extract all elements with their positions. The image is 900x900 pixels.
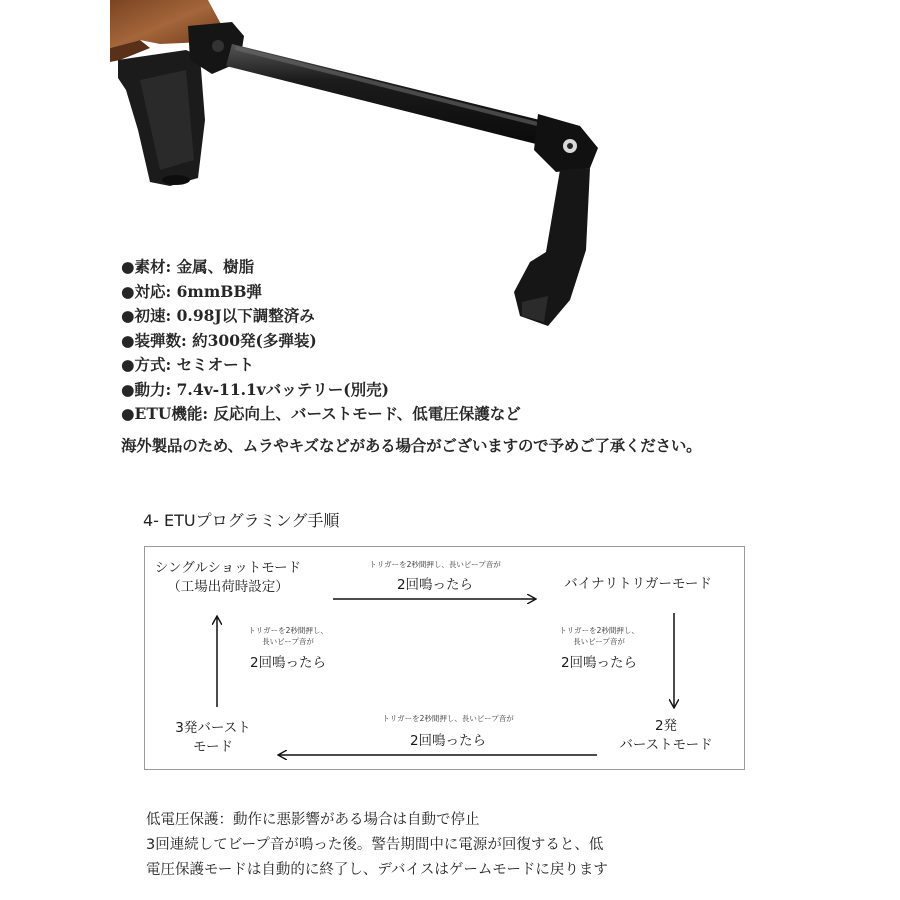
transition-bottom-condition: 2回鳴ったら (409, 733, 487, 749)
etu-flow-diagram (144, 546, 745, 770)
mode-two-burst-label-2: バーストモード (619, 737, 713, 753)
transition-right-instruction-1: トリガーを2秒間押し、 (559, 626, 639, 635)
transition-top-instruction: トリガーを2秒間押し、長いビープ音が (369, 560, 501, 569)
transition-right-condition: 2回鳴ったら (560, 655, 638, 671)
mode-two-burst-label-1: 2発 (654, 718, 678, 734)
low-voltage-line-1: 3回連続してビープ音が鳴った後。警告期間中に電源が回復すると、低 (146, 837, 604, 853)
mode-three-burst-label-2: モード (193, 739, 233, 755)
low-voltage-protection (146, 808, 608, 883)
spec-power: ●動力: 7.4v-11.1vバッテリー(別売) (121, 379, 389, 399)
spec-firing-mode: ●方式: セミオート (121, 355, 255, 374)
mode-two-burst (601, 717, 731, 755)
spec-magazine-capacity: ●装弾数: 約300発(多弾装) (121, 330, 317, 350)
transition-left-condition: 2回鳴ったら (249, 655, 327, 671)
transition-right-instruction (537, 625, 661, 647)
transition-left-instruction (229, 625, 347, 647)
spec-list (121, 255, 521, 427)
low-voltage-line-2: 電圧保護モードは自動的に終了し、デバイスはゲームモードに戻ります (146, 862, 608, 878)
spec-compatible-ammo: ●対応: 6mmBB弾 (121, 281, 262, 301)
mode-three-burst (157, 719, 269, 757)
mode-single-shot-label: シングルショットモード (154, 560, 302, 576)
low-voltage-heading: 低電圧保護：動作に悪影響がある場合は自動で停止 (146, 812, 480, 828)
disclaimer-note: 海外製品のため、ムラやキズなどがある場合がございますので予めご了承ください。 (121, 436, 702, 455)
mode-single-shot (153, 559, 303, 597)
transition-left-instruction-2: 長いビープ音が (262, 637, 314, 646)
transition-left-instruction-1: トリガーを2秒間押し、 (248, 626, 328, 635)
mode-single-shot-note: （工場出荷時設定） (167, 579, 289, 595)
transition-bottom-instruction: トリガーを2秒間押し、長いビープ音が (382, 714, 514, 723)
spec-etu-features: ●ETU機能: 反応向上、バーストモード、低電圧保護など (121, 404, 521, 423)
transition-top-condition: 2回鳴ったら (396, 577, 474, 593)
spec-material: ●素材: 金属、樹脂 (121, 257, 255, 276)
spec-muzzle-velocity: ●初速: 0.98J以下調整済み (121, 306, 315, 325)
mode-binary-trigger: バイナリトリガーモード (564, 576, 712, 592)
mode-three-burst-label-1: 3発バースト (175, 720, 251, 736)
transition-right-instruction-2: 長いビープ音が (573, 637, 625, 646)
etu-section-title: 4- ETUプログラミング手順 (143, 511, 340, 530)
